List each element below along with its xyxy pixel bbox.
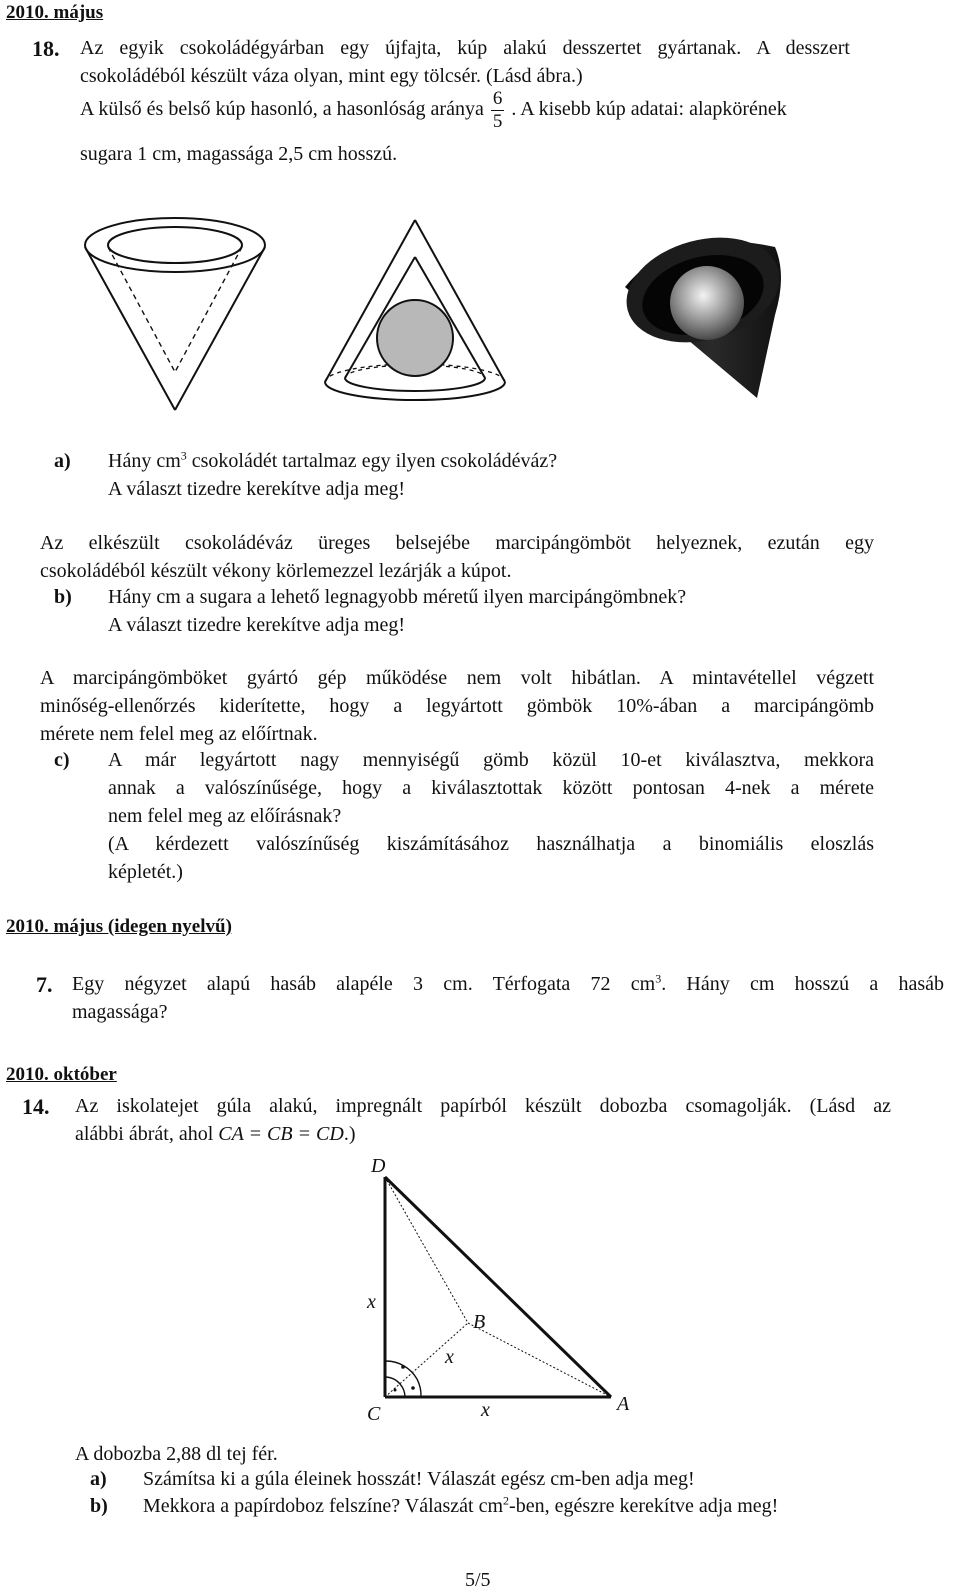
text-line: képletét.)	[108, 861, 183, 883]
math-expression: CA = CB = CD	[218, 1123, 344, 1145]
right-angle-dot	[394, 1389, 397, 1392]
text-line: minőség-ellenőrzés kiderítette, hogy a legyártott gömbök 10%-ában a marcipángömb	[40, 695, 874, 717]
part-b-text	[143, 1492, 778, 1520]
text-line: magassága?	[72, 1001, 168, 1023]
part-b-text	[108, 583, 686, 639]
pyramid-diagram	[355, 1150, 645, 1430]
ratio-line	[80, 88, 860, 133]
question-text	[72, 970, 944, 1026]
solid-cone-figure	[615, 222, 792, 398]
text-line: nem felel meg az előírásnak?	[108, 805, 342, 827]
part-label: b)	[90, 1495, 108, 1517]
edge-da	[385, 1177, 611, 1397]
edge-label-x: x	[367, 1291, 376, 1313]
right-angle-arc	[400, 1384, 405, 1397]
question-number: 18.	[32, 36, 60, 61]
superscript: 2	[503, 1493, 510, 1508]
cone-figures	[75, 215, 795, 415]
part-label: c)	[54, 749, 70, 771]
right-angle-arc	[385, 1377, 400, 1384]
text-span: alábbi ábrát, ahol	[75, 1123, 219, 1145]
text-span: Mekkora a papírdoboz felszíne? Válaszát cm	[143, 1495, 504, 1517]
text-span: Hány cm	[108, 450, 181, 472]
vertex-label-d: D	[371, 1155, 386, 1177]
fraction-denominator: 5	[492, 111, 503, 132]
fraction-numerator: 6	[492, 88, 503, 109]
part-a-text: Számítsa ki a gúla éleinek hosszát! Válaszát egész cm-ben adja meg!	[143, 1468, 695, 1490]
text-line	[75, 1120, 891, 1148]
text-line: Az egyik csokoládégyárban egy újfajta, kúp alakú desszertet gyártanak. A desszert	[80, 37, 850, 59]
edge-label-x: x	[481, 1399, 490, 1421]
question-number: 7.	[36, 972, 53, 997]
text-line: A dobozba 2,88 dl tej fér.	[75, 1443, 278, 1465]
edge-db	[385, 1177, 468, 1323]
question-text	[75, 1092, 891, 1148]
text-span: A külső és belső kúp hasonló, a hasonlóság aránya	[80, 98, 484, 121]
text-span: -ben, egészre kerekítve adja meg!	[509, 1495, 779, 1517]
paragraph	[40, 529, 874, 585]
text-line	[72, 970, 944, 998]
part-label: a)	[90, 1468, 107, 1490]
edge-cb	[385, 1323, 468, 1397]
text-span: . A kisebb kúp adatai: alapkörének	[511, 98, 787, 121]
vertex-label-a: A	[617, 1393, 630, 1415]
text-line: csokoládéból készült váza olyan, mint egy tölcsér. (Lásd ábra.)	[80, 65, 583, 87]
superscript: 3	[655, 971, 662, 986]
right-angle-arc	[385, 1361, 417, 1379]
section-header: 2010. május (idegen nyelvű)	[6, 916, 232, 937]
text-line: (A kérdezett valószínűség kiszámításához használhatja a binomiális eloszlás	[108, 833, 874, 855]
text-line: Az elkészült csokoládéváz üreges belsejébe marcipángömböt helyeznek, ezután egy	[40, 532, 874, 554]
question-intro	[80, 34, 850, 90]
part-a-text	[108, 447, 557, 503]
part-label: b)	[54, 586, 72, 608]
superscript: 3	[180, 448, 187, 463]
text-line: sugara 1 cm, magassága 2,5 cm hosszú.	[80, 143, 398, 165]
page-number: 5/5	[465, 1569, 491, 1591]
text-line: Hány cm a sugara a lehető legnagyobb méretű ilyen marcipángömbnek?	[108, 586, 687, 608]
section-header: 2010. május	[6, 2, 104, 23]
edge-label-x: x	[445, 1346, 454, 1368]
text-line: Az iskolatejet gúla alakú, impregnált papírból készült dobozba csomagolják. (Lásd az	[75, 1095, 891, 1117]
paragraph	[40, 664, 874, 748]
edge-ba	[468, 1323, 611, 1397]
text-line	[108, 447, 557, 475]
fraction	[491, 88, 505, 133]
text-span: .)	[343, 1123, 356, 1145]
text-line: A választ tizedre kerekítve adja meg!	[108, 478, 406, 500]
text-line: A már legyártott nagy mennyiségű gömb közül 10-et kiválasztva, mekkora	[108, 749, 874, 771]
text-line: A választ tizedre kerekítve adja meg!	[108, 614, 406, 636]
cone-sphere-figure	[325, 220, 505, 400]
text-span: Egy négyzet alapú hasáb alapéle 3 cm. Térfogata 72 cm	[72, 973, 656, 995]
right-angle-dot	[411, 1386, 415, 1390]
text-span: . Hány cm hosszú a hasáb	[661, 973, 944, 995]
section-header: 2010. október	[6, 1064, 117, 1085]
vertex-label-c: C	[367, 1403, 381, 1425]
vertex-label-b: B	[473, 1311, 486, 1333]
text-line: csokoládéból készült vékony körlemezzel lezárják a kúpot.	[40, 560, 512, 582]
part-label: a)	[54, 450, 71, 472]
right-angle-dot	[401, 1365, 405, 1369]
right-angle-arc	[417, 1379, 421, 1397]
question-number: 14.	[22, 1094, 50, 1119]
text-line: annak a valószínűsége, hogy a kiválasztottak között pontosan 4-nek a mérete	[108, 777, 874, 799]
part-c-text	[108, 746, 874, 886]
text-line: mérete nem felel meg az előírtnak.	[40, 723, 318, 745]
text-line: A marcipángömböket gyártó gép működése nem volt hibátlan. A mintavétellel végzett	[40, 667, 874, 689]
nested-cones-figure	[85, 218, 265, 410]
text-span: csokoládét tartalmaz egy ilyen csokoládéváz?	[186, 450, 558, 472]
